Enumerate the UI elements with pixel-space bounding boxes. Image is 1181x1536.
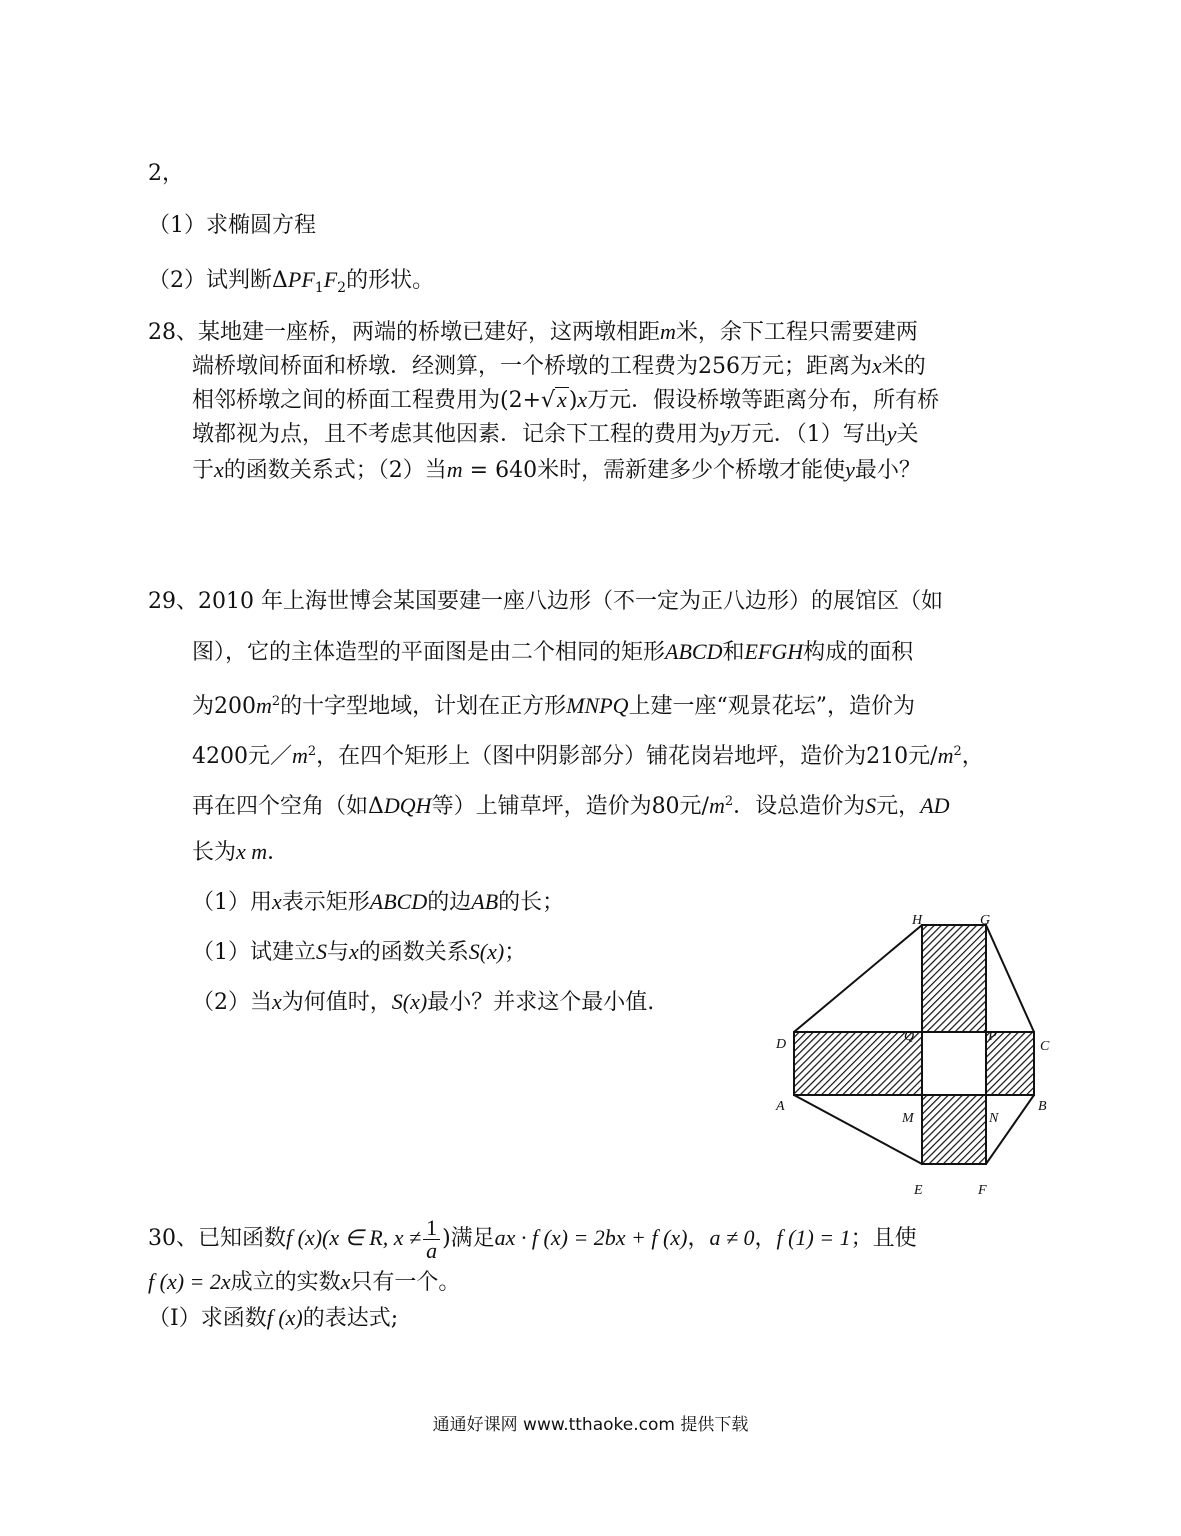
question-29-line: 图），它的主体造型的平面图是由二个相同的矩形ABCD和EFGH构成的面积: [192, 639, 914, 665]
question-29-line: 再在四个空角（如ΔDQH等）上铺草坪，造价为80元$/m^2$．设总造价为S元，AD: [192, 793, 950, 819]
question-28-line: 28、某地建一座桥，两端的桥墩已建好，这两墩相距m米，余下工程只需要建两: [148, 319, 918, 345]
label-F: F: [978, 1183, 987, 1198]
question-29-sub: （1）试建立S与x的函数关系S(x)；: [192, 939, 527, 965]
question-29-line: 为$200m^2$的十字型地域，计划在正方形MNPQ上建一座“观景花坛”，造价为: [192, 693, 916, 719]
label-Q: Q: [904, 1029, 915, 1044]
question-29-line: 长为x m．: [192, 839, 290, 865]
question-30-line: f (x) = 2x成立的实数x只有一个。: [148, 1269, 461, 1295]
label-P: P: [988, 1029, 997, 1044]
label-C: C: [1040, 1039, 1050, 1054]
question-30-line: （Ⅰ）求函数f (x)的表达式;: [148, 1305, 399, 1331]
question-28-line: 于x的函数关系式；（2）当m = 640米时，需新建多少个桥墩才能使y最小？: [192, 457, 921, 483]
question-29-line: 29、2010 年上海世博会某国要建一座八边形（不一定为正八边形）的展馆区（如: [148, 589, 943, 614]
octagon-figure: [770, 912, 1060, 1202]
square-MNPQ: [922, 1032, 986, 1095]
text-line: （2）试判断$\Delta PF_1F_2$的形状。: [148, 267, 435, 296]
question-28-line: 墩都视为点，且不考虑其他因素．记余下工程的费用为y万元．（1）写出y关: [192, 421, 919, 447]
label-M: M: [902, 1111, 914, 1126]
label-A: A: [776, 1099, 785, 1114]
text-line: （1）求椭圆方程: [148, 213, 316, 238]
question-29-sub: （2）当x为何值时，S(x)最小？并求这个最小值.: [192, 989, 655, 1015]
question-29-sub: （1）用x表示矩形ABCD的边AB的长；: [192, 889, 565, 915]
question-28-line: 相邻桥墩之间的桥面工程费用为(2+√x)x万元．假设桥墩等距离分布，所有桥: [192, 387, 940, 413]
question-29-line: 4200元$/m^2$，在四个矩形上（图中阴影部分）铺花岗岩地坪，造价为210元$/m^2$，: [192, 743, 984, 769]
label-D: D: [776, 1037, 787, 1052]
label-G: G: [980, 913, 991, 928]
label-H: H: [912, 913, 923, 928]
question-28-line: 端桥墩间桥面和桥墩．经测算，一个桥墩的工程费为256万元；距离为x米的: [192, 353, 926, 379]
fraction-1-over-a: $\frac{1}{a}$: [423, 1217, 440, 1262]
question-30-line: 30、已知函数f (x)(x ∈ R, x ≠ $\frac{1}{a}$ )满足ax · f (x) = 2bx + f (x)，a ≠ 0，f (1) = 1；且使: [148, 1214, 917, 1263]
text-line: 2，: [148, 161, 184, 186]
label-B: B: [1038, 1099, 1047, 1114]
label-E: E: [914, 1183, 923, 1198]
page-footer: 通通好课网 www.tthaoke.com 提供下载: [432, 1415, 749, 1435]
label-N: N: [989, 1111, 999, 1126]
